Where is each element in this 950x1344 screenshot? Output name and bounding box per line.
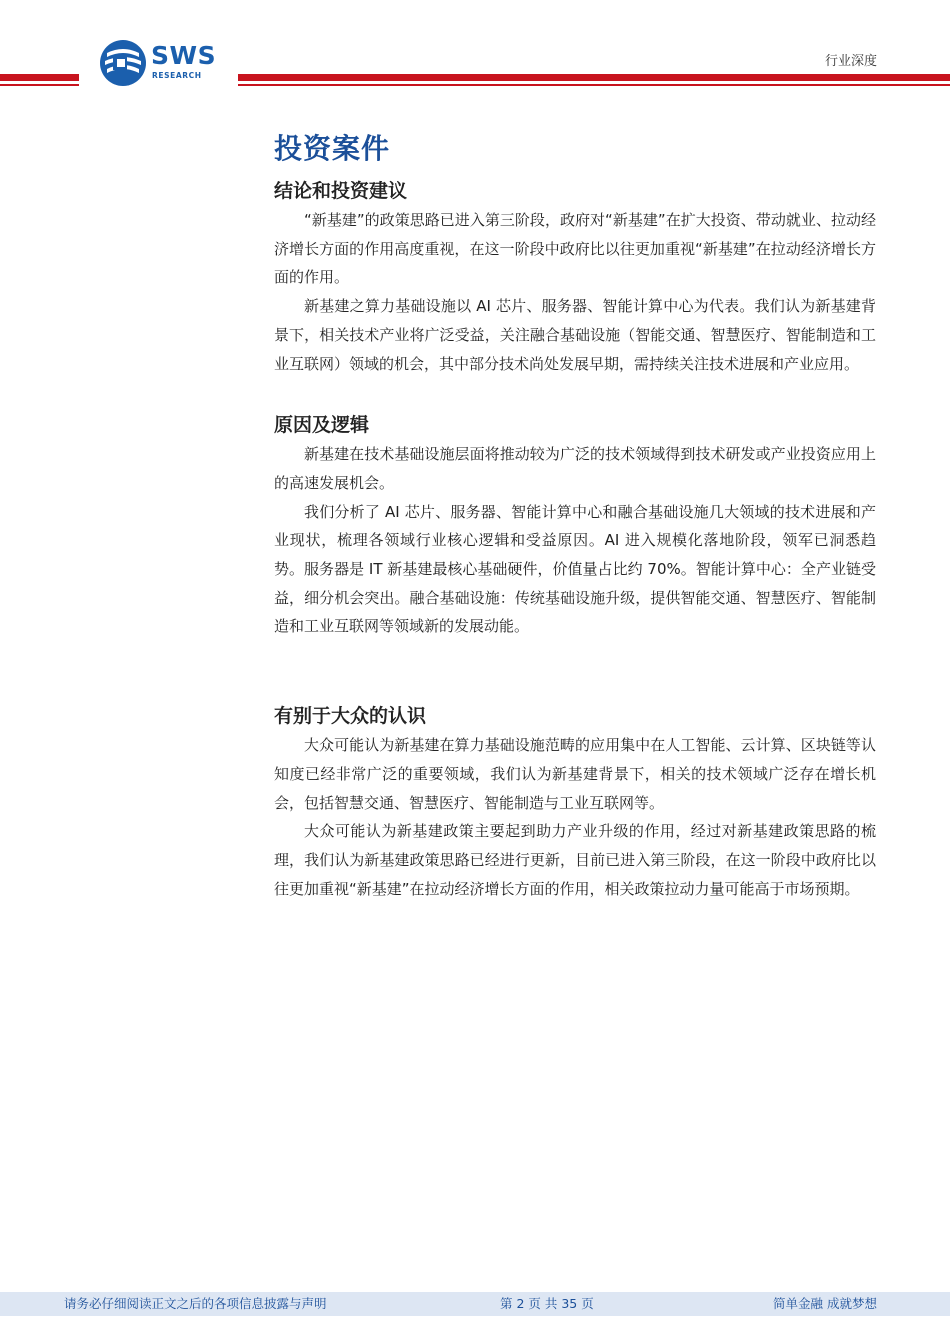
footer-disclaimer: 请务必仔细阅读正文之后的各项信息披露与声明 <box>64 1296 327 1311</box>
paragraph: 新基建在技术基础设施层面将推动较为广泛的技术领域得到技术研发或产业投资应用上的高速发展机会。 <box>274 445 876 492</box>
header-rule-right <box>238 74 950 81</box>
section-heading-differentiated-view: 有别于大众的认识 <box>274 705 427 728</box>
page-header <box>0 0 950 100</box>
header-rule-right-thin <box>238 84 950 86</box>
footer-slogan: 简单金融 成就梦想 <box>773 1296 877 1311</box>
footer-page-number: 第 2 页 共 35 页 <box>500 1296 594 1311</box>
header-rule-left <box>0 74 79 81</box>
paragraph: 大众可能认为新基建政策主要起到助力产业升级的作用，经过对新基建政策思路的梳理，我们认为新基建政策思路已经进行更新，目前已进入第三阶段，在这一阶段中政府比以往更加重视“新基建”在拉动经济增长方面的作用，相关政策拉动力量可能高于市场预期。 <box>274 822 876 898</box>
section-heading-reasons: 原因及逻辑 <box>274 414 370 437</box>
sws-logo-icon <box>99 39 147 87</box>
paragraph: 我们分析了 AI 芯片、服务器、智能计算中心和融合基础设施几大领域的技术进展和产业现状，梳理各领域行业核心逻辑和受益原因。AI 进入规模化落地阶段，领军已洞悉趋势。服务器是 IT 新基建最核心基础硬件，价值量占比约 70%。智能计算中心：全产业链受益，细分机会突出。融合基础设施：传统基础设施升级，提供智能交通、智慧医疗、智能制造和工业互联网等领域新的发展动能。 <box>274 502 876 636</box>
paragraph: “新基建”的政策思路已进入第三阶段，政府对“新基建”在扩大投资、带动就业、拉动经济增长方面的作用高度重视，在这一阶段中政府比以往更加重视“新基建”在拉动经济增长方面的作用。 <box>274 211 876 287</box>
logo-text: SWS <box>151 41 217 70</box>
main-content <box>274 130 876 903</box>
page-title: 投资案件 <box>274 132 391 165</box>
section-heading-conclusion: 结论和投资建议 <box>274 180 408 202</box>
header-rule-left-thin <box>0 84 79 86</box>
paragraph: 新基建之算力基础设施以 AI 芯片、服务器、智能计算中心为代表。我们认为新基建背景下，相关技术产业将广泛受益，关注融合基础设施（智能交通、智慧医疗、智能制造和工业互联网）领域的机会，其中部分技术尚处发展早期，需持续关注技术进展和产业应用。 <box>274 297 876 373</box>
page-footer <box>0 1292 950 1316</box>
sws-logo <box>99 39 229 89</box>
paragraph: 大众可能认为新基建在算力基础设施范畴的应用集中在人工智能、云计算、区块链等认知度已经非常广泛的重要领域，我们认为新基建背景下，相关的技术领域广泛存在增长机会，包括智慧交通、智慧医疗、智能制造与工业互联网等。 <box>274 736 876 812</box>
logo-subtext: RESEARCH <box>152 71 202 80</box>
report-type-label: 行业深度 <box>824 54 877 69</box>
